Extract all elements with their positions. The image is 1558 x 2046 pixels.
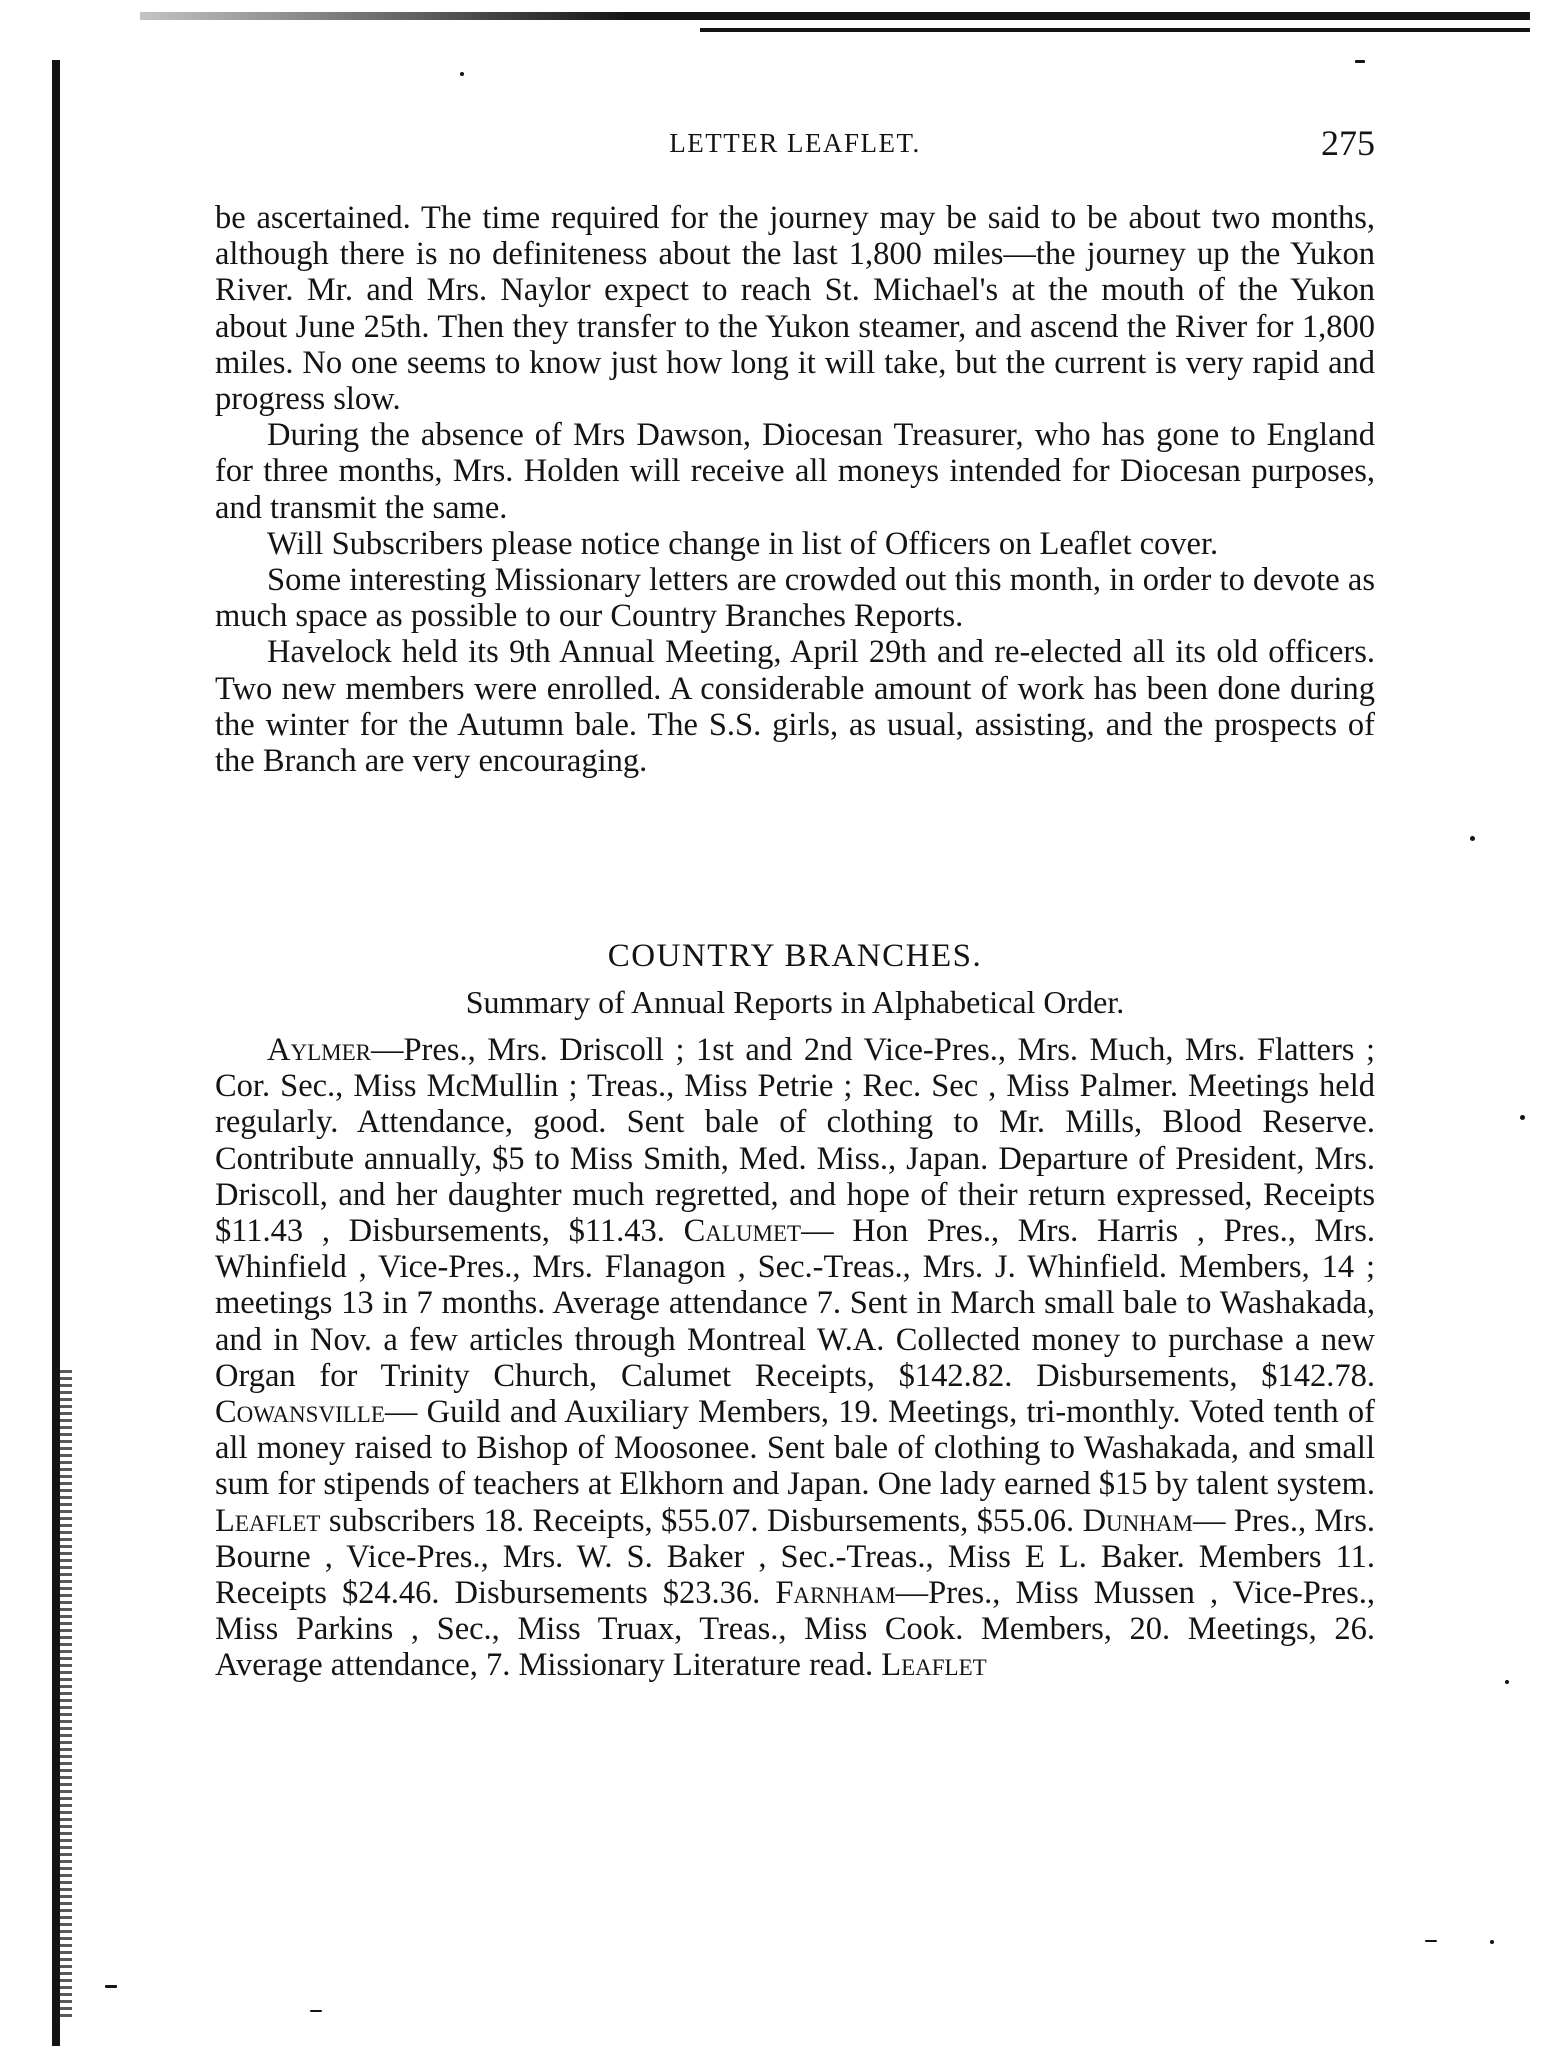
scan-speck bbox=[1490, 1940, 1494, 1944]
scan-speck bbox=[1470, 836, 1475, 841]
paragraph-continued: be ascertained. The time required for the journey may be said to be about two months, although there is no definiteness about the last 1,800 miles—the journey up the Yukon River. Mr. and Mrs. Naylor expect to reach St. Michael's at the mouth of the Yukon about June 25th. Then they transfer to the Yukon steamer, and ascend the River for 1,800 miles. No one seems to know just how long it will take, but the current is very rapid and progress slow. bbox=[215, 200, 1375, 418]
body-text bbox=[215, 200, 1375, 779]
leaflet-label: Leaflet bbox=[215, 1502, 321, 1539]
branch-report: — Guild and Auxiliary Members, 19. Meetings, tri-monthly. Voted tenth of all money raised to Bishop of Moosonee. Sent bale of clothing to Washakada, and small sum for stipends of teachers at Elkhorn and Japan. One lady earned $15 by talent system. bbox=[215, 1394, 1375, 1503]
section-heading: COUNTRY BRANCHES. bbox=[607, 938, 983, 974]
scan-top-border bbox=[140, 12, 1530, 20]
branch-report: —Pres., Miss Mussen , Vice-Pres., Miss Parkins , Sec., Miss Truax, Treas., Miss Cook. Members, 20. Meetings, 26. Average attendance, 7. Missionary Literature read. bbox=[215, 1575, 1375, 1684]
branch-report: subscribers 18. Receipts, $55.07. Disbursements, $55.06. bbox=[320, 1502, 1083, 1539]
paragraph-havelock: Havelock held its 9th Annual Meeting, April 29th and re-elected all its old officers. Two new members were enrolled. A considerable amount of work has been done during the winter for the Autumn bale. The S.S. girls, as usual, assisting, and the prospects of the Branch are very encouraging. bbox=[215, 634, 1375, 780]
section-subheading-block bbox=[215, 984, 1375, 1021]
paragraph-missionary-letters: Some interesting Missionary letters are crowded out this month, in order to devote as much space as possible to our Country Branches Reports. bbox=[215, 562, 1375, 635]
scan-speck bbox=[1425, 1940, 1437, 1942]
page-header bbox=[215, 123, 1375, 168]
scan-speck bbox=[310, 2010, 322, 2012]
branch-report: —Pres., Mrs. Driscoll ; 1st and 2nd Vice-Pres., Mrs. Much, Mrs. Flatters ; Cor. Sec., Miss McMullin ; Treas., Miss Petrie ; Rec. Sec , Miss Palmer. Meetings held regularly. Attendance, good. Sent bale of clothing to Mr. Mills, Blood Reserve. Contribute annually, $5 to Miss Smith, Med. Miss., Japan. Departure of President, Mrs. Driscoll, and her daughter much regretted, and hope of their return expressed, Receipts $11.43 , Disbursements, $11.43. bbox=[215, 1032, 1375, 1250]
paragraph-subscribers-notice: Will Subscribers please notice change in list of Officers on Leaflet cover. bbox=[267, 525, 1219, 562]
branch-name: Aylmer bbox=[267, 1032, 371, 1068]
leaflet-label: Leaflet bbox=[881, 1647, 987, 1684]
scan-speck bbox=[1505, 1680, 1509, 1684]
scan-left-binding-grain bbox=[60, 1370, 72, 2020]
section-subheading: Summary of Annual Reports in Alphabetical Order. bbox=[465, 984, 1125, 1020]
branch-name: Calumet bbox=[683, 1213, 802, 1250]
branch-reports-paragraph bbox=[215, 1032, 1375, 1684]
scan-speck bbox=[1520, 1115, 1525, 1120]
branch-report: — Hon Pres., Mrs. Harris , Pres., Mrs. Whinfield , Vice-Pres., Mrs. Flanagon , Sec.-Treas., Mrs. J. Whinfield. Members, 14 ; meetings 13 in 7 months. Average attendance 7. Sent in March small bale to Washakada, and in Nov. a few articles through Montreal W.A. Collected money to purchase a new Organ for Trinity Church, Calumet Receipts, $142.82. Disbursements, $142.78. bbox=[215, 1213, 1376, 1394]
scan-top-border-lower bbox=[700, 28, 1530, 32]
scan-speck bbox=[105, 1985, 117, 1988]
branch-name: Cowansville bbox=[215, 1394, 385, 1431]
page-number: 275 bbox=[1321, 123, 1375, 163]
paragraph-treasurer-notice: During the absence of Mrs Dawson, Diocesan Treasurer, who has gone to England for three months, Mrs. Holden will receive all moneys intended for Diocesan purposes, and transmit the same. bbox=[215, 417, 1375, 526]
branch-name: Farnham bbox=[775, 1575, 896, 1612]
branch-reports bbox=[215, 1032, 1375, 1684]
branch-report: — Pres., Mrs. Bourne , Vice-Pres., Mrs. W. S. Baker , Sec.-Treas., Miss E L. Baker. Members 11. Receipts $24.46. Disbursements $23.36. bbox=[215, 1502, 1375, 1612]
scan-speck bbox=[1355, 60, 1365, 63]
running-title: LETTER LEAFLET. bbox=[669, 128, 921, 158]
section-heading-block bbox=[215, 938, 1375, 975]
branch-name: Dunham bbox=[1082, 1502, 1193, 1539]
scan-speck bbox=[460, 72, 464, 76]
scan-left-binding-edge bbox=[52, 60, 60, 2046]
